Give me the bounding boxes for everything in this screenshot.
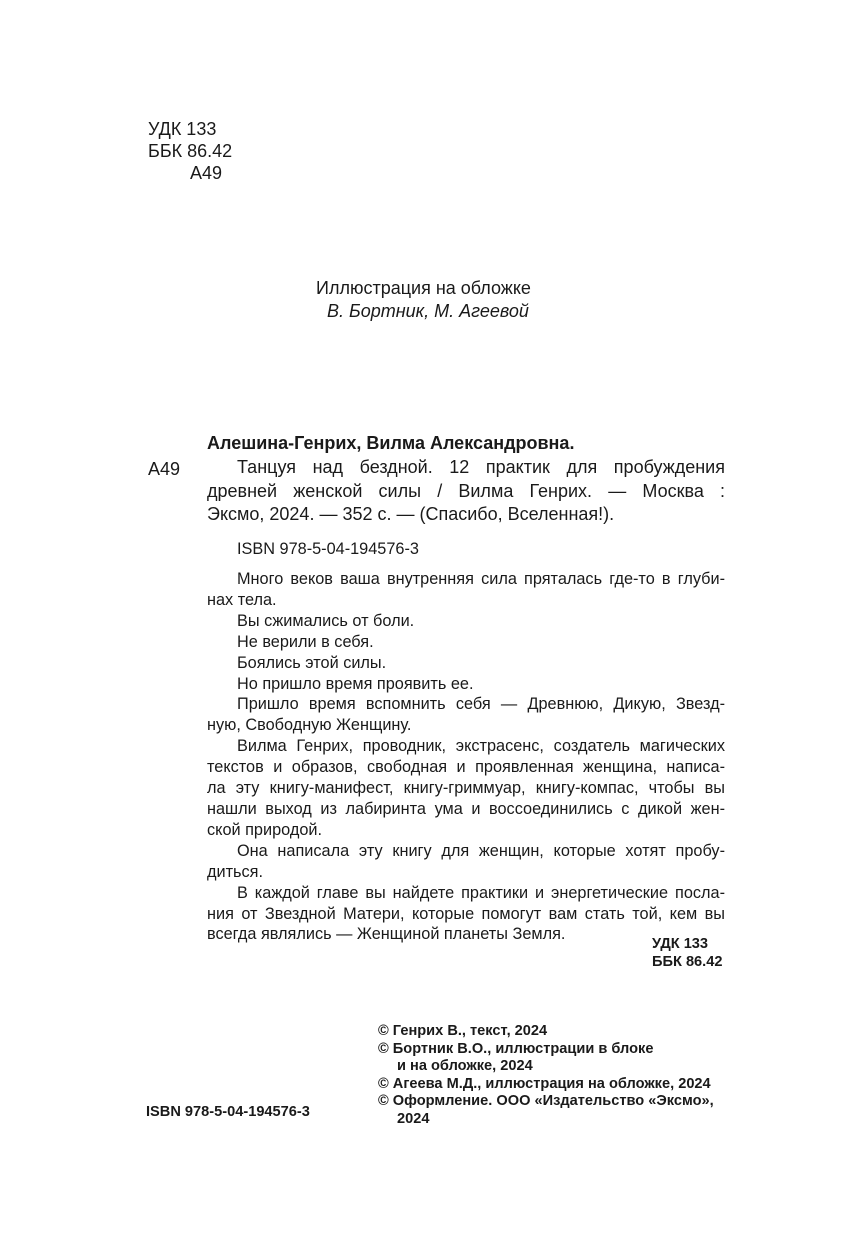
annotation-line: ную, Свободную Женщину.	[207, 716, 412, 735]
annotation-line: Вы сжимались от боли.	[237, 611, 415, 630]
annotation-line: Она написала эту книгу для женщин, которые хотят пробу-	[237, 841, 725, 860]
copyright-line: © Оформление. ООО «Издательство «Эксмо»,	[378, 1093, 714, 1109]
copyright-line: © Бортник В.О., иллюстрации в блоке	[378, 1040, 654, 1057]
annotation-line: Много веков ваша внутренняя сила пряталась где-то в глуби-	[237, 570, 725, 588]
annotation	[207, 569, 725, 945]
annotation-line: текстов и образов, свободная и проявленная женщина, написа-	[207, 758, 725, 777]
bbk-bottom: ББК 86.42	[652, 954, 723, 970]
annotation-line: нах тела.	[207, 590, 277, 609]
author-mark-top: А49	[190, 163, 223, 183]
annotation-line: ла эту книгу-манифест, книгу-гриммуар, книгу-компас, чтобы вы	[207, 779, 725, 798]
isbn-bottom: ISBN 978-5-04-194576-3	[146, 1104, 310, 1120]
annotation-line: всегда являлись — Женщиной планеты Земля.	[207, 925, 566, 944]
entry-line: древней женской силы / Вилма Генрих. — Москва :	[207, 480, 725, 501]
annotation-line: Боялись этой силы.	[237, 653, 387, 672]
annotation-line: Вилма Генрих, проводник, экстрасенс, создатель магических	[237, 737, 725, 756]
udk-bottom: УДК 133	[652, 936, 709, 952]
author-heading: Алешина-Генрих, Вилма Александровна.	[207, 433, 575, 453]
copyright-line: © Агеева М.Д., иллюстрация на обложке, 2024	[378, 1075, 711, 1092]
illustration-label: Иллюстрация на обложке	[316, 278, 531, 298]
annotation-line: Не верили в себя.	[237, 632, 374, 651]
entry-line: Танцуя над бездной. 12 практик для пробуждения	[237, 457, 725, 477]
copyright-line: © Генрих В., текст, 2024	[378, 1023, 548, 1039]
entry-line: Эксмо, 2024. — 352 с. — (Спасибо, Вселенная!).	[207, 504, 615, 524]
annotation-line: ния от Звездной Матери, которые помогут вам стать той, кем вы	[207, 904, 725, 923]
entry-description	[207, 456, 725, 527]
copyright-line: 2024	[397, 1110, 430, 1127]
annotation-line: Пришло время вспомнить себя — Древнюю, Дикую, Звезд-	[237, 695, 725, 714]
udk-top: УДК 133	[148, 119, 217, 139]
author-mark-entry: А49	[148, 459, 181, 479]
annotation-line: нашли выход из лабиринта ума и воссоединились с дикой жен-	[207, 799, 725, 818]
copyright-block	[378, 1023, 714, 1128]
annotation-line: диться.	[207, 862, 264, 881]
annotation-line: Но пришло время проявить ее.	[237, 674, 474, 693]
copyright-line: и на обложке, 2024	[397, 1058, 533, 1074]
annotation-line: ской природой.	[207, 820, 323, 839]
annotation-line: В каждой главе вы найдете практики и энергетические посла-	[237, 883, 725, 902]
bbk-top: ББК 86.42	[148, 141, 233, 161]
illustration-artists: В. Бортник, М. Агеевой	[327, 301, 529, 321]
entry-isbn: ISBN 978-5-04-194576-3	[237, 540, 419, 558]
